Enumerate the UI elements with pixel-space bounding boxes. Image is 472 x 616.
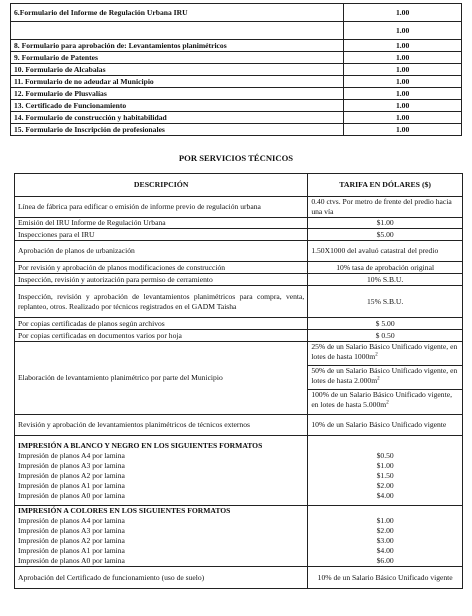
formulario-label: 8. Formulario para aprobación de: Levantamientos planimétricos bbox=[11, 40, 344, 52]
header-descripcion: DESCRIPCIÓN bbox=[15, 174, 308, 197]
formulario-label: 10. Formulario de Alcabalas bbox=[11, 64, 344, 76]
table-row bbox=[15, 197, 463, 218]
impresion-item: Impresión de planos A3 por lamina bbox=[18, 460, 125, 470]
formulario-label: 9. Formulario de Patentes bbox=[11, 52, 344, 64]
servicios-tecnicos-table bbox=[14, 173, 463, 589]
formularios-table bbox=[10, 3, 462, 136]
table-row bbox=[15, 229, 463, 241]
formulario-label: 13. Certificado de Funcionamiento bbox=[11, 100, 344, 112]
tarifa-tier: 50% de un Salario Básico Unificado vigente, en lotes de hasta $2.000m^2$ bbox=[308, 365, 462, 389]
impresion-price: $4.00 bbox=[376, 490, 394, 500]
impresion-price: $1.00 bbox=[376, 516, 394, 525]
row-tarifa: 10% de un Salario Básico Unificado vigente bbox=[308, 567, 463, 589]
table-row bbox=[11, 64, 462, 76]
row-tarifa: 1.50X1000 del avaluó catastral del predio bbox=[308, 241, 463, 262]
row-desc: Por revisión y aprobación de planos modificaciones de construcción bbox=[15, 262, 308, 274]
header-tarifa: TARIFA EN DÓLARES ($) bbox=[308, 174, 463, 197]
table-row bbox=[11, 22, 462, 40]
row-desc: Por copias certificadas de planos según archivos bbox=[15, 318, 308, 330]
impresion-item: Impresión de planos A2 por lamina bbox=[18, 470, 125, 480]
tarifa-tier: 100% de un Salario Básico Unificado vigente, en lotes de hasta $5.000m^2$ bbox=[308, 389, 462, 414]
table-row bbox=[11, 4, 462, 22]
table-row bbox=[15, 415, 463, 436]
formulario-label: 14. Formulario de construcción y habitabilidad bbox=[11, 112, 344, 124]
row-desc: Revisión y aprobación de levantamientos planimétricos de técnicos externos bbox=[15, 415, 308, 436]
impresion-price: $2.00 bbox=[376, 480, 394, 490]
row-tarifa: $5.00 bbox=[308, 229, 463, 241]
formulario-label: 6.Formulario del Informe de Regulación Urbana IRU bbox=[11, 4, 344, 22]
formulario-value: 1.00 bbox=[344, 100, 462, 112]
impresion-price: $1.00 bbox=[376, 460, 394, 470]
table-row bbox=[11, 40, 462, 52]
formulario-label: 11. Formulario de no adeudar al Municipio bbox=[11, 76, 344, 88]
impresion-price: $2.00 bbox=[376, 526, 394, 535]
impresion-price: $6.00 bbox=[376, 556, 394, 565]
formulario-value: 1.00 bbox=[344, 22, 462, 40]
table-row bbox=[15, 218, 463, 229]
impresion-bn-title: IMPRESIÓN A BLANCO Y NEGRO EN LOS SIGUIENTES FORMATOS bbox=[18, 440, 263, 450]
row-tarifa: 10% de un Salario Básico Unificado vigente bbox=[308, 415, 463, 436]
row-tarifa: $1.00 bbox=[308, 218, 463, 229]
row-desc: Aprobación del Certificado de funcionamiento (uso de suelo) bbox=[15, 567, 308, 589]
impresion-bn-prices bbox=[308, 436, 463, 506]
formulario-value: 1.00 bbox=[344, 52, 462, 64]
table-row bbox=[11, 100, 462, 112]
impresion-price: $3.00 bbox=[376, 536, 394, 545]
impresion-color-title: IMPRESIÓN A COLORES EN LOS SIGUIENTES FORMATOS bbox=[18, 506, 231, 515]
impresion-item: Impresión de planos A4 por lamina bbox=[18, 516, 125, 525]
row-tarifa: 15% S.B.U. bbox=[308, 286, 463, 318]
impresion-color-items bbox=[18, 516, 304, 566]
row-tarifa bbox=[308, 342, 463, 415]
formulario-label: 15. Formulario de Inscripción de profesionales bbox=[11, 124, 344, 136]
formulario-value: 1.00 bbox=[344, 112, 462, 124]
table-row bbox=[15, 506, 463, 567]
table-row bbox=[15, 262, 463, 274]
row-tarifa: 10% tasa de aprobación original bbox=[308, 262, 463, 274]
formulario-value: 1.00 bbox=[344, 40, 462, 52]
formulario-label: 12. Formulario de Plusvalías bbox=[11, 88, 344, 100]
row-desc: Elaboración de levantamiento planimétrico por parte del Municipio bbox=[15, 342, 308, 415]
table-row bbox=[11, 52, 462, 64]
impresion-price: $4.00 bbox=[376, 546, 394, 555]
table-row bbox=[11, 124, 462, 136]
row-tarifa: $ 0.50 bbox=[308, 330, 463, 342]
row-desc: Inspección, revisión y autorización para permiso de cerramiento bbox=[15, 274, 308, 286]
table-row bbox=[15, 342, 463, 415]
impresion-price: $1.50 bbox=[376, 470, 394, 480]
row-desc: Inspecciones para el IRU bbox=[15, 229, 308, 241]
table-header-row bbox=[15, 174, 463, 197]
impresion-item: Impresión de planos A2 por lamina bbox=[18, 536, 125, 545]
formulario-label bbox=[11, 22, 344, 40]
table-row bbox=[11, 76, 462, 88]
row-desc: Por copias certificadas en documentos varios por hoja bbox=[15, 330, 308, 342]
impresion-item: Impresión de planos A3 por lamina bbox=[18, 526, 125, 535]
impresion-item: Impresión de planos A1 por lamina bbox=[18, 480, 125, 490]
row-desc: Inspección, revisión y aprobación de levantamientos planimétricos para compra, venta, replanteo, otros. Realizado por técnicos registrados en el GADM Taisha bbox=[15, 286, 308, 318]
table-row bbox=[15, 286, 463, 318]
formulario-value: 1.00 bbox=[344, 76, 462, 88]
tarifa-tier: 25% de un Salario Básico Unificado vigente, en lotes de hasta $1000m^2$ bbox=[311, 342, 458, 361]
formulario-value: 1.00 bbox=[344, 64, 462, 76]
row-desc: Línea de fábrica para edificar o emisión de informe previo de regulación urbana bbox=[15, 197, 308, 218]
table-row bbox=[15, 241, 463, 262]
table-row bbox=[15, 436, 463, 506]
formulario-value: 1.00 bbox=[344, 4, 462, 22]
table-row bbox=[11, 112, 462, 124]
section-title: POR SERVICIOS TÉCNICOS bbox=[178, 153, 294, 163]
impresion-price: $0.50 bbox=[376, 450, 394, 460]
impresion-item: Impresión de planos A1 por lamina bbox=[18, 546, 125, 555]
row-tarifa: $ 5.00 bbox=[308, 318, 463, 330]
table-row bbox=[15, 274, 463, 286]
impresion-bn-items bbox=[18, 451, 304, 501]
impresion-item: Impresión de planos A0 por lamina bbox=[18, 490, 125, 500]
table-row bbox=[15, 330, 463, 342]
table-row bbox=[11, 88, 462, 100]
formulario-value: 1.00 bbox=[344, 124, 462, 136]
row-desc: Emisión del IRU Informe de Regulación Urbana bbox=[15, 218, 308, 229]
impresion-color-prices bbox=[308, 506, 463, 567]
row-tarifa: 0.40 ctvs. Por metro de frente del predio hacia una vía bbox=[308, 197, 463, 218]
impresion-item: Impresión de planos A0 por lamina bbox=[18, 556, 125, 565]
table-row bbox=[15, 318, 463, 330]
impresion-bn-cell bbox=[15, 436, 308, 506]
table-row bbox=[15, 567, 463, 589]
impresion-color-cell bbox=[15, 506, 308, 567]
row-desc: Aprobación de planos de urbanización bbox=[15, 241, 308, 262]
formulario-value: 1.00 bbox=[344, 88, 462, 100]
impresion-item: Impresión de planos A4 por lamina bbox=[18, 450, 125, 460]
row-tarifa: 10% S.B.U. bbox=[308, 274, 463, 286]
